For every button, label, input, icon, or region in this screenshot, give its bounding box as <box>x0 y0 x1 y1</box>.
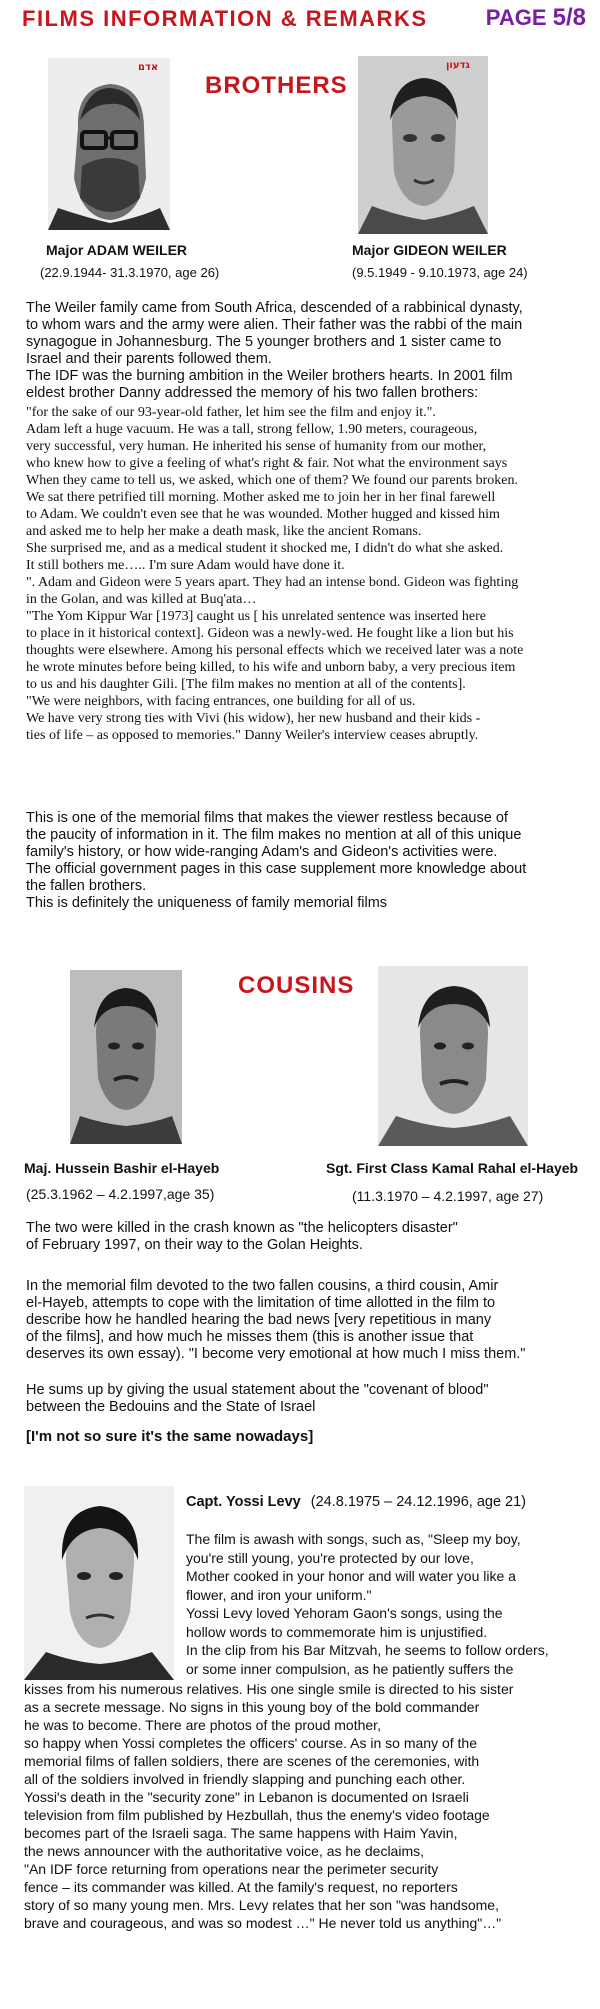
text-line: of the films], and how much he misses them (this is another issue that <box>26 1329 474 1345</box>
levy-body-paragraph <box>24 1680 584 1932</box>
text-line: the news announcer with the authoritative voice, as he declaims, <box>24 1843 425 1859</box>
text-line: fence – its commander was killed. At the family's request, no reporters <box>24 1879 458 1895</box>
kamal-name-caption: Sgt. First Class Kamal Rahal el-Hayeb <box>326 1160 579 1176</box>
text-line: brave and courageous, and was so modest …" He never told us anything"…" <box>24 1915 502 1931</box>
hussein-name-caption: Maj. Hussein Bashir el-Hayeb <box>24 1160 220 1176</box>
levy-caption <box>186 1494 526 1510</box>
text-line: Yossi's death in the "security zone" in Lebanon is documented on Israeli <box>24 1789 469 1805</box>
text-line: to whom wars and the army were alien. Their father was the rabbi of the main <box>26 317 523 333</box>
text-line: In the clip from his Bar Mitzvah, he seems to follow orders, <box>186 1642 549 1658</box>
text-line: "The Yom Kippur War [1973] caught us [ his unrelated sentence was inserted here <box>26 609 486 624</box>
text-line: thoughts were elsewhere. Among his personal effects which we received later was a note <box>26 643 524 658</box>
text-line: hollow words to commemorate him is unjustified. <box>186 1623 488 1640</box>
text-line: the paucity of information in it. The film makes no mention at all of this unique <box>26 827 522 843</box>
text-line: to place in it historical context]. Gideon was a newly-wed. He fought like a lion but his <box>26 626 514 641</box>
text-line: you're still young, you're protected by our love, <box>186 1549 474 1566</box>
text-line: very successful, very human. He inherited his sense of humanity from our mother, <box>26 439 487 454</box>
text-line: The IDF was the burning ambition in the Weiler brothers hearts. In 2001 film <box>26 368 513 384</box>
text-line: so happy when Yossi completes the officers' course. As in so many of the <box>24 1735 478 1751</box>
cousins-crash-paragraph <box>26 1220 576 1254</box>
text-line: memorial films of fallen soldiers, there are scenes of the ceremonies, with <box>24 1753 480 1769</box>
text-line: This is definitely the uniqueness of family memorial films <box>26 895 388 911</box>
text-line: to Adam. We couldn't even see that he was wounded. Mother hugged and kissed him <box>26 507 500 522</box>
text-line: of February 1997, on their way to the Golan Heights. <box>26 1237 363 1253</box>
kamal-photo <box>378 966 528 1146</box>
levy-dates: (24.8.1975 – 24.12.1996, age 21) <box>310 1494 527 1510</box>
cousins-closing-remark: [I'm not so sure it's the same nowadays] <box>26 1428 314 1445</box>
text-line: he wrote minutes before being killed, to his wife and unborn baby, a very precious item <box>26 660 516 675</box>
text-line: between the Bedouins and the State of Israel <box>26 1399 316 1415</box>
adam-name-caption: Major ADAM WEILER <box>46 242 188 258</box>
text-line: "We were neighbors, with facing entrances, one building for all of us. <box>26 694 416 709</box>
gideon-hebrew-tag: גדעון <box>446 60 470 71</box>
cousins-section-title: COUSINS <box>238 972 355 999</box>
text-line: the fallen brothers. <box>26 878 147 894</box>
page-number: 5/8 <box>552 4 586 31</box>
text-line: ties of life – as opposed to memories." Danny Weiler's interview ceases abruptly. <box>26 728 479 743</box>
hussein-photo <box>70 970 182 1144</box>
gideon-name-caption: Major GIDEON WEILER <box>352 242 507 258</box>
text-line: We have very strong ties with Vivi (his widow), her new husband and their kids - <box>26 711 481 726</box>
text-line: Yossi Levy loved Yehoram Gaon's songs, using the <box>186 1605 503 1621</box>
text-line: he was to become. There are photos of the proud mother, <box>24 1717 381 1733</box>
text-line: This is one of the memorial films that makes the viewer restless because of <box>26 810 508 826</box>
text-line: kisses from his numerous relatives. His one single smile is directed to his sister <box>24 1681 514 1697</box>
text-line: We sat there petrified till morning. Mother asked me to join her in her final farewell <box>26 490 496 505</box>
text-line: all of the soldiers involved in friendly slapping and punching each other. <box>24 1771 466 1787</box>
text-line: The film is awash with songs, such as, "Sleep my boy, <box>186 1531 521 1547</box>
text-line: Israel and their parents followed them. <box>26 351 272 367</box>
danny-weiler-quote <box>26 404 576 744</box>
text-line: synagogue in Johannesburg. The 5 younger brothers and 1 sister came to <box>26 334 502 350</box>
gideon-dates-caption: (9.5.1949 - 9.10.1973, age 24) <box>352 265 528 280</box>
text-line: In the memorial film devoted to the two fallen cousins, a third cousin, Amir <box>26 1278 499 1294</box>
adam-weiler-photo <box>48 58 170 230</box>
text-line: or some inner compulsion, as he patiently suffers the <box>186 1660 514 1677</box>
text-line: television from film published by Hezbullah, thus the enemy's video footage <box>24 1807 490 1823</box>
text-line: in the Golan, and was killed at Buq'ata… <box>26 592 257 607</box>
text-line: flower, and iron your uniform." <box>186 1586 372 1603</box>
brothers-intro-paragraph <box>26 300 576 402</box>
text-line: deserves its own essay). "I become very emotional at how much I miss them." <box>26 1346 526 1362</box>
text-line: It still bothers me….. I'm sure Adam would have done it. <box>26 558 345 573</box>
text-line: to us and his daughter Gili. [The film makes no mention at all of the contents]. <box>26 677 466 692</box>
text-line: "for the sake of our 93-year-old father, let him see the film and enjoy it.". <box>26 405 436 420</box>
adam-hebrew-tag: אדם <box>138 62 159 73</box>
text-line: Adam left a huge vacuum. He was a tall, strong fellow, 1.90 meters, courageous, <box>26 422 478 437</box>
hussein-dates-caption: (25.3.1962 – 4.2.1997,age 35) <box>26 1186 215 1202</box>
page-label: PAGE <box>485 5 547 30</box>
text-line: He sums up by giving the usual statement about the "covenant of blood" <box>26 1382 489 1398</box>
text-line: el-Hayeb, attempts to cope with the limitation of time allotted in the film to <box>26 1295 496 1311</box>
levy-name: Capt. Yossi Levy <box>186 1494 301 1510</box>
page-indicator <box>486 4 586 32</box>
text-line: story of so many young men. Mrs. Levy relates that her son "was handsome, <box>24 1897 499 1913</box>
text-line: and asked me to help her make a death mask, like the ancient Romans. <box>26 524 422 539</box>
text-line: who knew how to give a feeling of what's right & fair. Not what the environment says <box>26 456 508 471</box>
text-line: becomes part of the Israeli saga. The same happens with Haim Yavin, <box>24 1825 458 1841</box>
brothers-section-title: BROTHERS <box>205 72 348 99</box>
gideon-weiler-photo <box>358 56 488 234</box>
yossi-levy-photo <box>24 1486 174 1680</box>
levy-side-paragraph <box>186 1530 586 1678</box>
text-line: When they came to tell us, we asked, which one of them? We found our parents broken. <box>26 473 518 488</box>
text-line: The two were killed in the crash known as "the helicopters disaster" <box>26 1220 458 1236</box>
document-title: FILMS INFORMATION & REMARKS <box>22 6 428 31</box>
cousins-film-paragraph <box>26 1278 576 1363</box>
text-line: She surprised me, and as a medical student it shocked me, I didn't do what she asked. <box>26 541 504 556</box>
kamal-dates-caption: (11.3.1970 – 4.2.1997, age 27) <box>352 1188 544 1204</box>
text-line: describe how he handled hearing the bad news [very repetitious in many <box>26 1312 492 1328</box>
text-line: ". Adam and Gideon were 5 years apart. They had an intense bond. Gideon was fighting <box>26 575 519 590</box>
text-line: eldest brother Danny addressed the memory of his two fallen brothers: <box>26 385 479 401</box>
text-line: "An IDF force returning from operations near the perimeter security <box>24 1861 439 1877</box>
text-line: as a secrete message. No signs in this young boy of the bold commander <box>24 1699 480 1715</box>
adam-dates-caption: (22.9.1944- 31.3.1970, age 26) <box>40 265 220 280</box>
text-line: family's history, or how wide-ranging Adam's and Gideon's activities were. <box>26 844 498 860</box>
text-line: The official government pages in this case supplement more knowledge about <box>26 861 527 877</box>
text-line: The Weiler family came from South Africa, descended of a rabbinical dynasty, <box>26 300 523 316</box>
cousins-covenant-paragraph <box>26 1382 576 1416</box>
text-line: Mother cooked in your honor and will water you like a <box>186 1568 516 1584</box>
brothers-remark-paragraph <box>26 810 576 912</box>
